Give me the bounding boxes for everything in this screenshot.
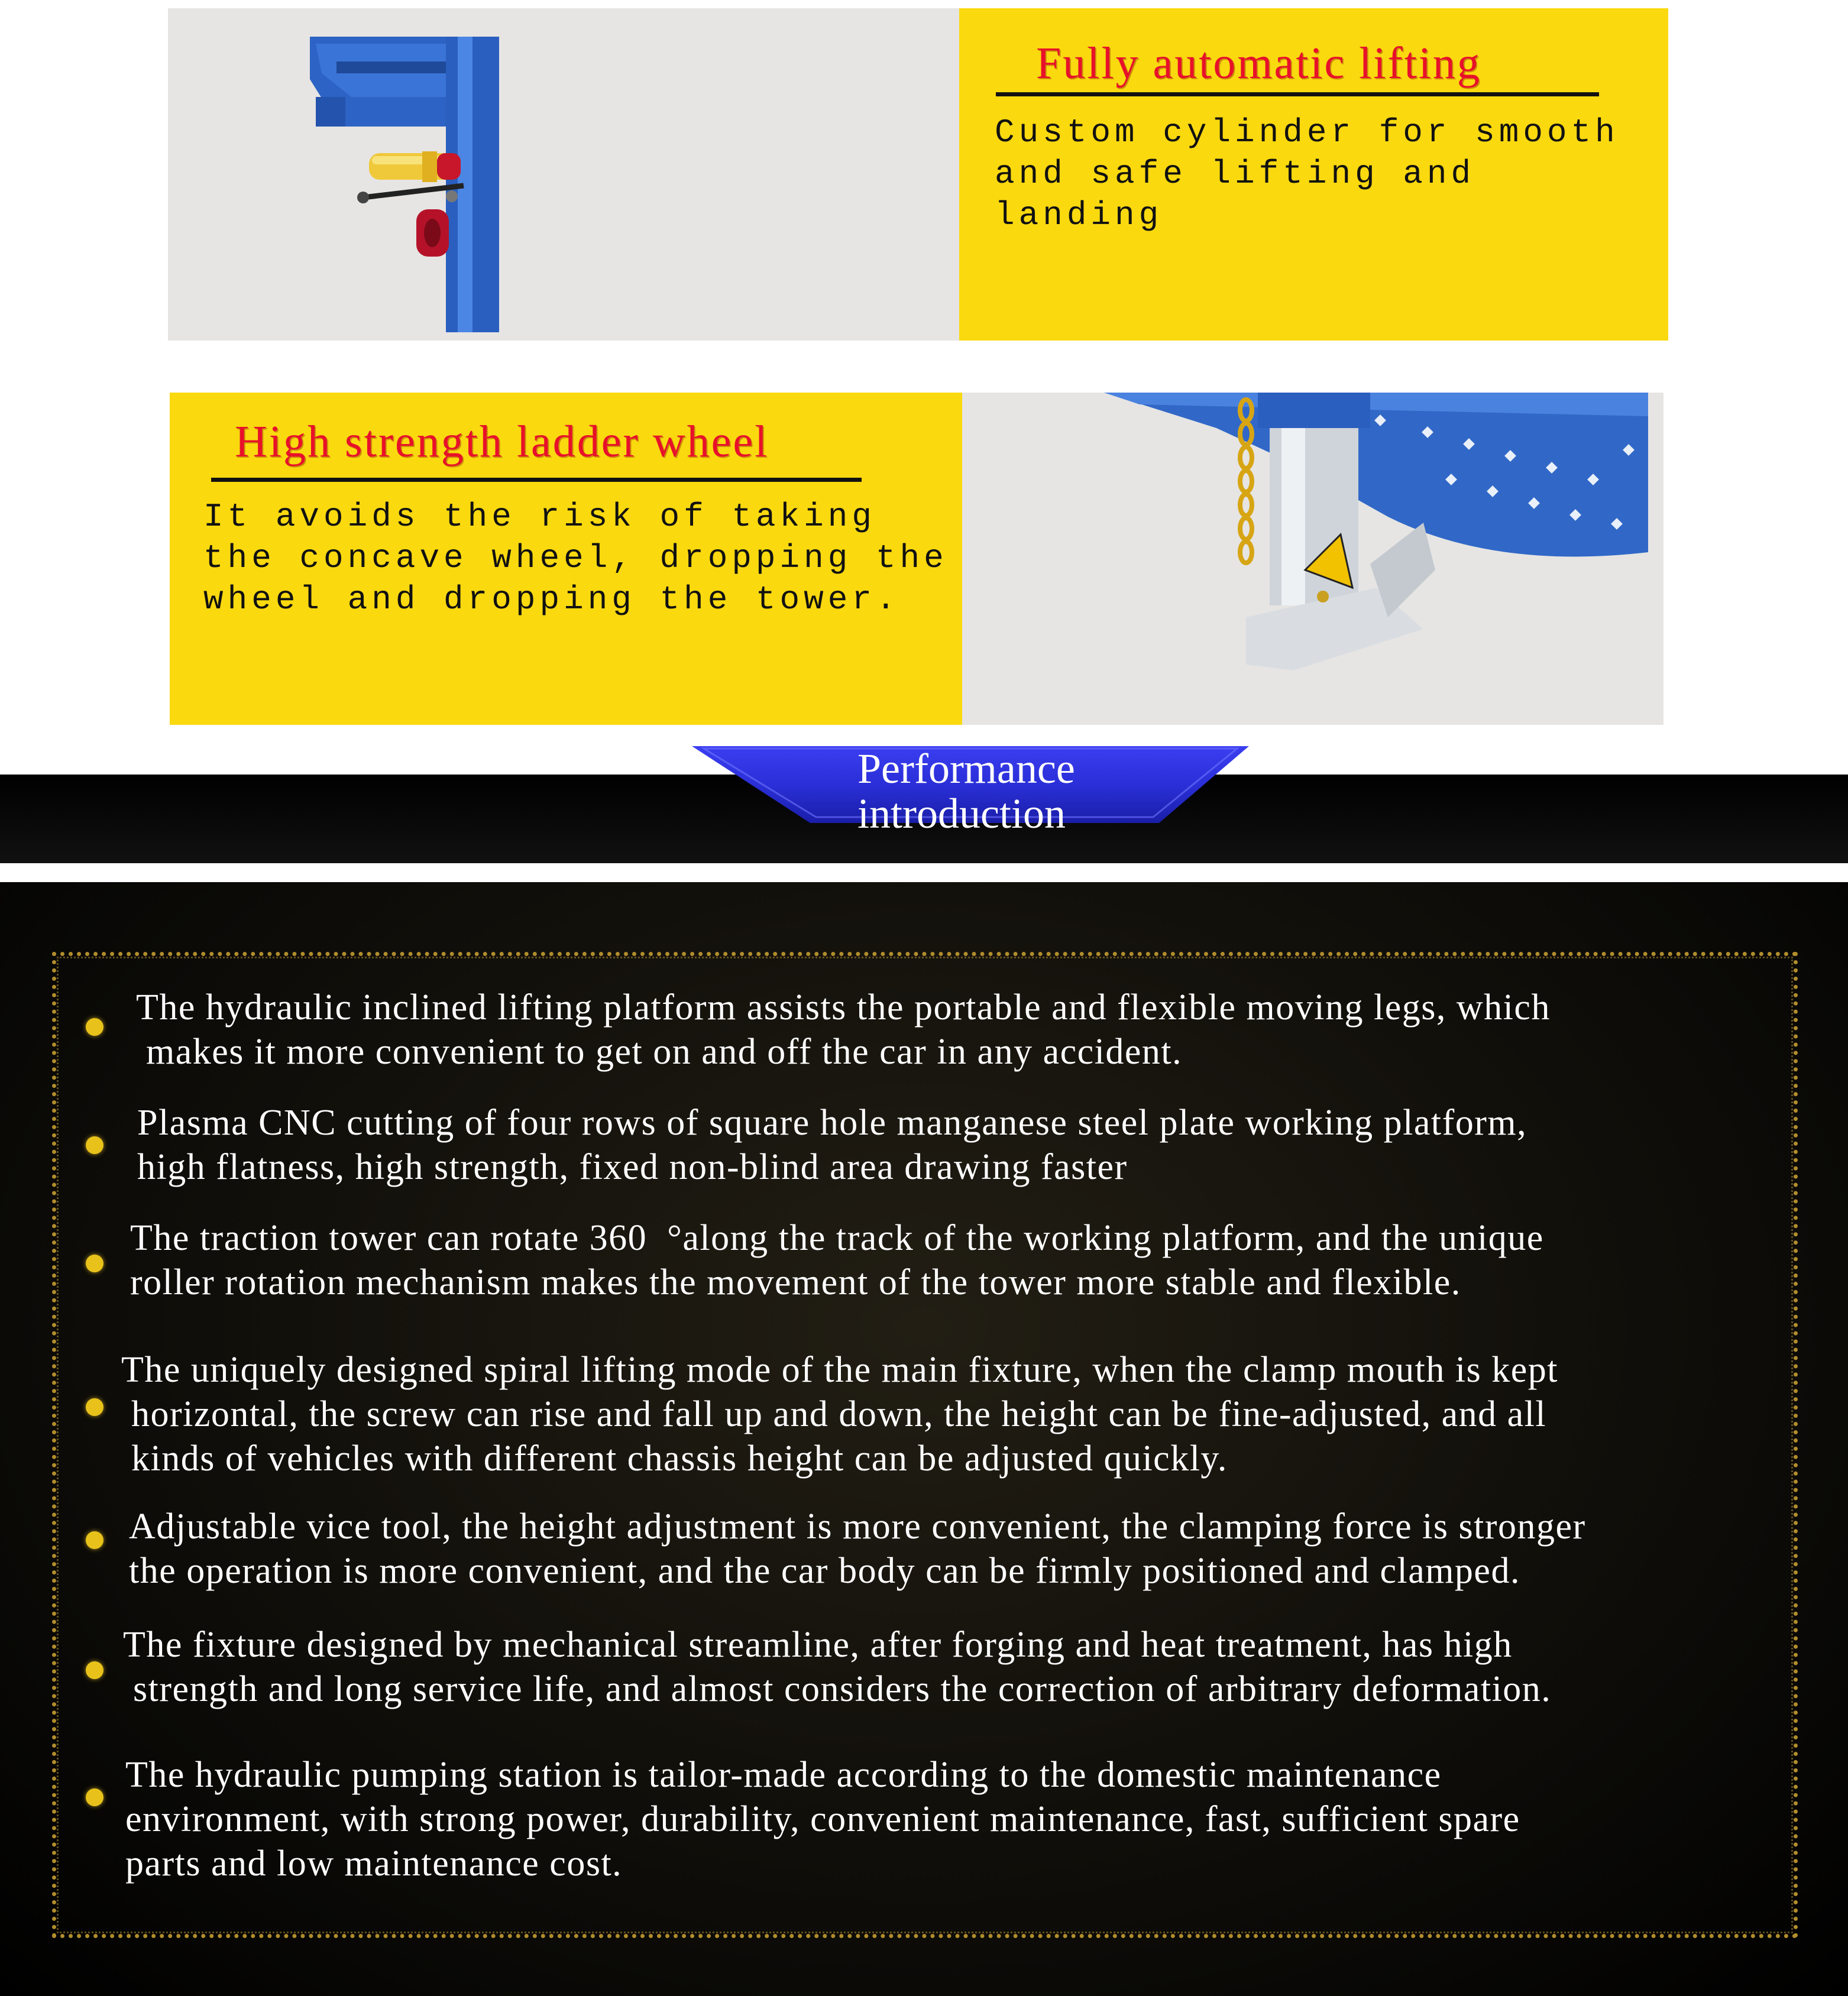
section-heading-line2: introduction <box>857 790 1066 837</box>
lifting-cylinder-illustration <box>168 8 959 341</box>
list-item-line: The traction tower can rotate 360 °along the track of the working platform, and the unique <box>130 1218 1544 1258</box>
list-item-line: strength and long service life, and almost considers the correction of arbitrary deformation. <box>123 1669 1552 1709</box>
bullet-dot-icon <box>86 1255 103 1272</box>
bullet-dot-icon <box>86 1531 103 1549</box>
list-item-line: Plasma CNC cutting of four rows of square hole manganese steel plate working platform, <box>137 1103 1527 1143</box>
list-item-line: The hydraulic inclined lifting platform assists the portable and flexible moving legs, which <box>136 987 1551 1028</box>
list-item-line: parts and low maintenance cost. <box>125 1843 623 1884</box>
title-underline <box>211 478 862 482</box>
list-item-line: roller rotation mechanism makes the movement of the tower more stable and flexible. <box>130 1262 1461 1302</box>
list-item-line: the operation is more convenient, and the car body can be firmly positioned and clamped. <box>129 1551 1520 1591</box>
ladder-wheel-photo <box>962 393 1663 725</box>
feature-lifting <box>0 8 1848 341</box>
bullet-dot-icon <box>86 1398 103 1416</box>
feature-ladder-wheel <box>0 393 1848 725</box>
list-item-line: The hydraulic pumping station is tailor-made according to the domestic maintenance <box>125 1755 1442 1795</box>
feature-title: Fully automatic lifting <box>1036 38 1481 88</box>
section-heading <box>857 746 1141 836</box>
list-item-line: high flatness, high strength, fixed non-blind area drawing faster <box>137 1147 1128 1187</box>
list-item-line: The uniquely designed spiral lifting mode of the main fixture, when the clamp mouth is kept <box>121 1350 1558 1390</box>
list-item-line: horizontal, the screw can rise and fall up and down, the height can be fine-adjusted, and all <box>121 1394 1547 1434</box>
list-item-line: Adjustable vice tool, the height adjustment is more convenient, the clamping force is stronger <box>129 1506 1586 1547</box>
feature-title: High strength ladder wheel <box>235 417 769 466</box>
lifting-text-panel <box>959 8 1668 341</box>
list-item-line: kinds of vehicles with different chassis height can be adjusted quickly. <box>121 1438 1228 1479</box>
bullet-dot-icon <box>86 1788 103 1806</box>
bullet-dot-icon <box>86 1018 103 1036</box>
list-item-line: The fixture designed by mechanical streamline, after forging and heat treatment, has high <box>123 1625 1513 1665</box>
title-underline <box>996 92 1599 96</box>
tower-wheel-illustration <box>962 393 1663 725</box>
bullet-dot-icon <box>86 1661 103 1679</box>
feature-description: Custom cylinder for smooth and safe lifting and landing <box>995 114 1619 234</box>
lifting-cylinder-photo <box>168 8 959 341</box>
performance-section <box>0 882 1848 1996</box>
bullet-dot-icon <box>86 1136 103 1154</box>
ladder-wheel-text-panel <box>170 393 962 725</box>
section-heading-line1: Performance <box>857 745 1075 792</box>
list-item-line: environment, with strong power, durability, convenient maintenance, fast, sufficient spare <box>125 1799 1520 1839</box>
feature-description: It avoids the risk of taking the concave wheel, dropping the wheel and dropping the tower. <box>203 498 948 618</box>
list-item-line: makes it more convenient to get on and off the car in any accident. <box>136 1032 1183 1072</box>
